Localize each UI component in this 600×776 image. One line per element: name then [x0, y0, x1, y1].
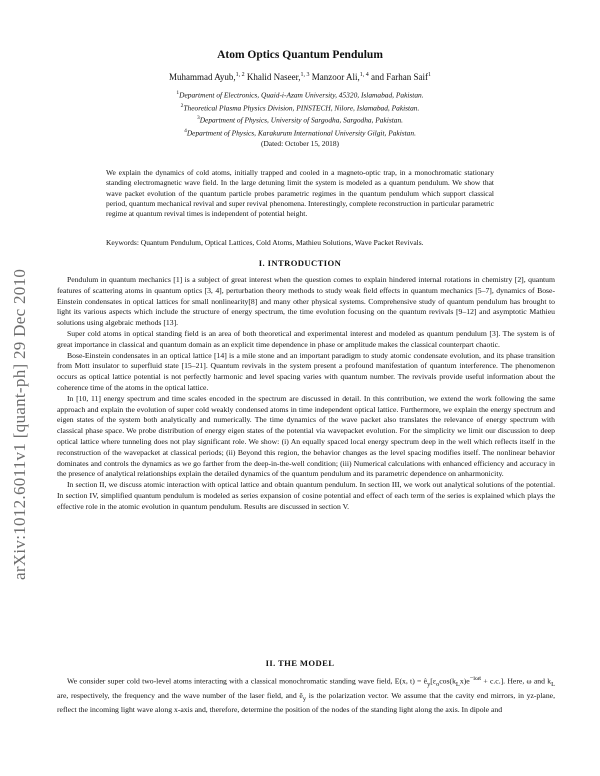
- text-run: x)e: [459, 676, 470, 686]
- affiliation-text: Theoretical Plasma Physics Division, PINSTECH, Nilore, Islamabad, Pakistan.: [183, 103, 420, 113]
- subscript: o: [436, 681, 440, 689]
- superscript: −iωt: [469, 675, 482, 682]
- subscript: L: [551, 681, 555, 689]
- text-run: is the polarization vector. We assume that the cavity end mirrors, in yz-plane, reflect the incoming light wave along x-axis and, therefore, determine the position of the nodes of the standing light along the axis. In dipole and: [57, 690, 556, 715]
- affiliations: [0, 88, 600, 149]
- author-affiliation-marker: 1, 4: [359, 72, 369, 78]
- section-heading-introduction: I. INTRODUCTION: [258, 258, 342, 268]
- subscript: L: [455, 681, 460, 689]
- affiliation-line: [0, 113, 600, 126]
- paragraph: Super cold atoms in optical standing field is an area of both theoretical and experimental interest and modeled as quantum pendulum [3]. The system is of great importance in classical and quantum domain as an explicit time dependence in phase or amplitude makes the classical counterpart chaotic.: [57, 328, 555, 349]
- affiliation-number: 3: [196, 115, 200, 122]
- text-run: [ε: [430, 676, 437, 686]
- author-name: Khalid Naseer,: [246, 72, 301, 82]
- text-run: We consider super cold two-level atoms interacting with a classical monochromatic standing wave field, E(x, t) = ê: [67, 676, 428, 686]
- author-affiliation-marker: 1, 2: [235, 72, 245, 78]
- paragraph: [57, 674, 555, 716]
- paper-title: Atom Optics Quantum Pendulum: [217, 49, 383, 61]
- author-conjunction: and: [371, 72, 385, 82]
- affiliation-line: [0, 88, 600, 101]
- author-name: Muhammad Ayub,: [168, 72, 236, 82]
- abstract: We explain the dynamics of cold atoms, initially trapped and cooled in a magneto-optic trap, in a monochromatic stationary standing electromagnetic wave field. In the large detuning limit the system is modeled as a quantum pendulum. We show that wave packet evolution of the quantum particle probes parametric regimes in the quantum pendulum which support classical period, quantum mechanical revival and super revival phenomena. Interestingly, complete reconstruction in particular parametric regime at quantum revival times is independent of potential height.: [106, 168, 494, 219]
- introduction-body: [57, 275, 555, 513]
- date-line: (Dated: October 15, 2018): [261, 138, 339, 148]
- model-body: [57, 674, 555, 716]
- author-name: Farhan Saif: [386, 72, 429, 82]
- affiliation-line: [0, 101, 600, 114]
- subscript: y: [302, 695, 307, 703]
- affiliation-line: [0, 126, 600, 139]
- arxiv-identifier[interactable]: arXiv:1012.6011v1 [quant-ph] 29 Dec 2010: [10, 268, 29, 580]
- paragraph: In [10, 11] energy spectrum and time scales encoded in the spectrum are discussed in detail. In this contribution, we extend the work following the same approach and explain the evolution of super cold weakly condensed atoms in time independent optical lattice. Furthermore, we explain the energy spectrum and eigen states of the system both analytically and numerically. The time dynamics of the wave packet also translates the relevance of energy spectrum with classical phase space. We probe distribution of energy eigen states of the potential via wavepacket evolution. For the simplicity we limit our discussion to deep optical lattice where tunneling does not play significant role. We show: (i) An equally spaced local energy spectrum deep in the well which reflects itself in the reconstruction of the wavepacket at classical periods; (ii) Beyond this region, the behavior changes as the level spacing modifies itself. The nonlinear behavior dominates and controls the dynamics as we go farther from the deep-in-the-well condition; (iii) Numerical calculations with enhanced efficiency and accuracy in the presence of analytical relationships explain the detailed dynamics of the quantum pendulum and its parametric dependence on anharmonicity.: [57, 393, 555, 479]
- author-list: [0, 72, 600, 82]
- affiliation-number: 1: [176, 90, 180, 96]
- paragraph: In section II, we discuss atomic interaction with optical lattice and obtain quantum pendulum. In section III, we work out analytical solutions of the potential. In section IV, simplified quantum pendulum is modeled as series expansion of cosine potential and effect of each term of the series is explained which plays the effective role in the atomic evolution in quantum pendulum. Results are discussed in section V.: [57, 480, 555, 511]
- author-affiliation-marker: 1, 3: [300, 72, 310, 78]
- affiliation-text: Department of Electronics, Quaid-i-Azam University, 45320, Islamabad, Pakistan.: [179, 90, 424, 100]
- affiliation-number: 2: [180, 102, 184, 109]
- affiliation-text: Department of Physics, Karakurum International University Gilgit, Pakistan.: [186, 128, 416, 138]
- text-run: + c.c.]. Here, ω and k: [481, 676, 552, 686]
- author-name: Manzoor Ali,: [311, 72, 360, 82]
- text-run: cos(k: [439, 676, 456, 686]
- paragraph: Bose-Einstein condensates in an optical lattice [14] is a mile stone and an important paradigm to study atomic condensate evolution, and its phase transition from Mott insulator to superfluid state [15–21]. Quantum revivals in the system present a profound manifestation of quantum interference. The phenomenon occurs as optical lattice potential is not perfectly harmonic and level spacing varies with quantum number. The revivals provide useful information about the coherence time of the atoms in the optical lattice.: [57, 350, 555, 392]
- text-run: are, respectively, the frequency and the wave number of the laser field, and ê: [57, 690, 303, 700]
- subscript: y: [427, 681, 431, 689]
- section-heading-model: II. THE MODEL: [265, 658, 335, 668]
- paragraph: Pendulum in quantum mechanics [1] is a subject of great interest when the question comes to explain hindered internal rotations in chemistry [2], quantum features of scattering atoms in quantum optics [3, 4], perturbation theory methods to study weak field effects in quantum mechanics [5–7], dynamics of Bose-Einstein condensates in optical lattices for small nonlinearity[8] and many other physical systems. Comprehensive study of quantum pendulum has brought to light its various aspects which include the structure of energy spectrum, the time evolution focusing on the quantum revivals [9–12] and asymptotic Mathieu solutions using algebraic methods [13].: [57, 275, 555, 328]
- keywords: Keywords: Quantum Pendulum, Optical Lattices, Cold Atoms, Mathieu Solutions, Wave Packet Revivals.: [106, 238, 424, 247]
- affiliation-number: 4: [184, 128, 187, 135]
- author-affiliation-marker: 1: [428, 72, 432, 78]
- affiliation-text: Department of Physics, University of Sargodha, Sargodha, Pakistan.: [199, 115, 404, 125]
